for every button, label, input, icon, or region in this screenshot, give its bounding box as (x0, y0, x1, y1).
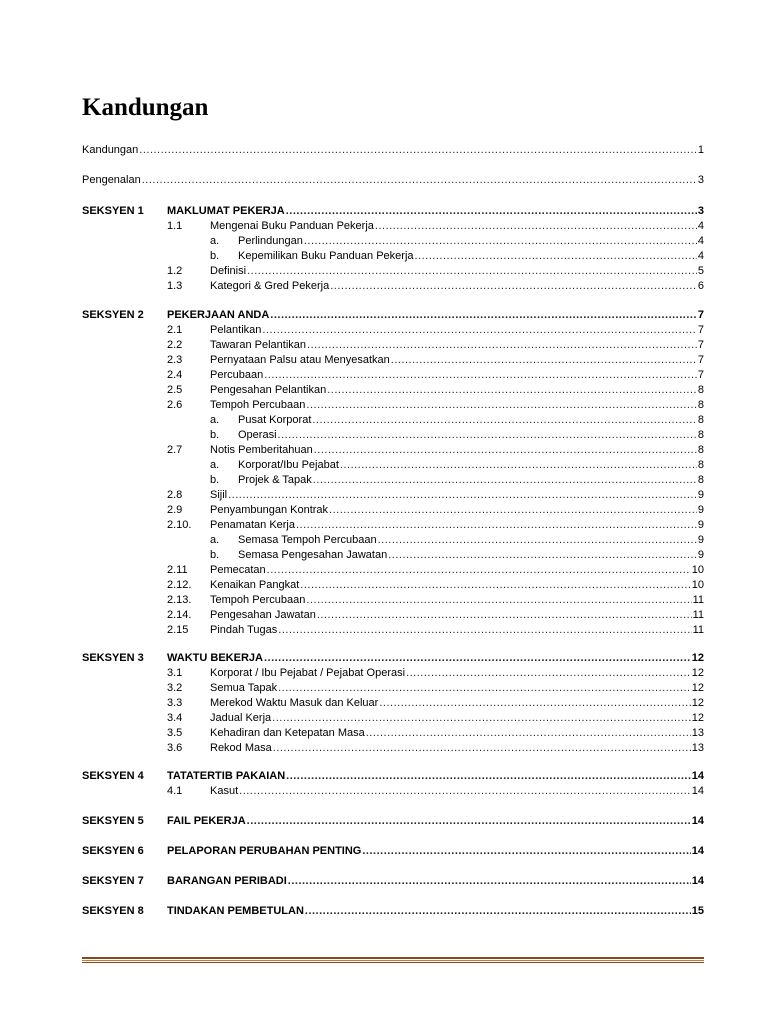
toc-entry[interactable] (82, 219, 704, 234)
footer-divider (82, 957, 704, 963)
toc-entry[interactable] (82, 548, 704, 563)
toc-entry-title: Kasut (210, 785, 239, 797)
toc-entry-number: a. (210, 235, 220, 247)
toc-entry-title: Pelantikan (210, 324, 262, 336)
dot-leader (388, 548, 697, 563)
toc-entry-number: 3.5 (167, 727, 183, 739)
toc-page-number: 7 (697, 309, 704, 321)
dot-leader (306, 593, 691, 608)
toc-page-number: 4 (697, 250, 704, 262)
toc-page-number: 12 (691, 682, 704, 694)
toc-page-number: 9 (697, 519, 704, 531)
toc-entry-title: Tawaran Pelantikan (210, 339, 307, 351)
toc-entry-title: Penamatan Kerja (210, 519, 295, 531)
toc-entry-number: 2.9 (167, 504, 183, 516)
toc-page-number: 8 (697, 414, 704, 426)
toc-page-number: 14 (691, 785, 704, 797)
toc-entry-number: b. (210, 429, 220, 441)
toc-entry-number: 2.14. (167, 609, 192, 621)
dot-leader (278, 428, 697, 443)
toc-entry[interactable] (82, 308, 704, 323)
toc-entry-number: a. (210, 459, 220, 471)
dot-leader (391, 353, 697, 368)
toc-entry[interactable] (82, 443, 704, 458)
toc-entry-number: 2.4 (167, 369, 183, 381)
toc-entry-title: Kenaikan Pangkat (210, 579, 300, 591)
toc-page-number: 10 (691, 579, 704, 591)
toc-entry[interactable] (82, 413, 704, 428)
toc-page-number: 14 (691, 845, 704, 857)
dot-leader (312, 413, 697, 428)
toc-page-number: 3 (697, 174, 704, 186)
toc-page-number: 8 (697, 399, 704, 411)
toc-entry[interactable] (82, 651, 704, 666)
toc-entry-title: WAKTU BEKERJA (167, 652, 263, 664)
toc-section-label: SEKSYEN 3 (82, 652, 144, 664)
toc-page-number: 8 (697, 384, 704, 396)
dot-leader (272, 711, 691, 726)
toc-entry-title: Korporat / Ibu Pejabat / Pejabat Operasi (210, 667, 406, 679)
toc-entry[interactable] (82, 279, 704, 294)
toc-entry-number: 3.6 (167, 742, 183, 754)
toc-entry[interactable] (82, 563, 704, 578)
dot-leader (366, 726, 691, 741)
toc-page-number: 8 (697, 459, 704, 471)
toc-entry-title: Projek & Tapak (238, 474, 312, 486)
dot-leader (314, 443, 697, 458)
toc-page-number: 7 (697, 324, 704, 336)
toc-page-number: 1 (697, 144, 704, 156)
toc-entry-title: Korporat/Ibu Pejabat (238, 459, 339, 471)
toc-entry-number: 2.3 (167, 354, 183, 366)
dot-leader (330, 279, 697, 294)
toc-entry-number: 1.2 (167, 265, 183, 277)
toc-entry-title: BARANGAN PERIBADI (167, 875, 287, 887)
dot-leader (278, 681, 691, 696)
dot-leader (375, 219, 697, 234)
toc-entry-number: 2.11 (167, 564, 188, 576)
dot-leader (247, 814, 691, 829)
page-title: Kandungan (82, 94, 209, 121)
toc-entry-title: Tempoh Percubaan (210, 594, 306, 606)
toc-entry[interactable] (82, 874, 704, 889)
toc-entry-title: Kandungan (82, 144, 139, 156)
toc-entry-number: 2.13. (167, 594, 192, 606)
toc-page-number: 12 (691, 712, 704, 724)
toc-page-number: 9 (697, 549, 704, 561)
toc-entry[interactable] (82, 726, 704, 741)
dot-leader (247, 264, 697, 279)
dot-leader (362, 844, 690, 859)
dot-leader (286, 769, 691, 784)
toc-entry-number: 1.1 (167, 220, 183, 232)
dot-leader (379, 696, 690, 711)
dot-leader (300, 578, 690, 593)
dot-leader (296, 518, 697, 533)
toc-entry[interactable] (82, 143, 704, 158)
dot-leader (278, 623, 691, 638)
toc-entry-title: Semasa Pengesahan Jawatan (238, 549, 388, 561)
toc-entry-number: b. (210, 549, 220, 561)
toc-entry-title: Perlindungan (238, 235, 303, 247)
toc-entry-number: 3.2 (167, 682, 183, 694)
toc-entry-title: Operasi (238, 429, 277, 441)
toc-entry-number: 3.1 (167, 667, 183, 679)
toc-entry-title: MAKLUMAT PEKERJA (167, 205, 285, 217)
dot-leader (288, 874, 691, 889)
toc-entry[interactable] (82, 814, 704, 829)
dot-leader (270, 308, 697, 323)
toc-entry[interactable] (82, 383, 704, 398)
dot-leader (317, 608, 692, 623)
toc-entry[interactable] (82, 904, 704, 919)
toc-entry-title: Rekod Masa (210, 742, 272, 754)
toc-entry[interactable] (82, 696, 704, 711)
toc-entry-title: Pusat Korporat (238, 414, 312, 426)
toc-entry-number: 2.5 (167, 384, 183, 396)
dot-leader (415, 249, 697, 264)
toc-page-number: 15 (691, 905, 704, 917)
toc-entry-title: Pengesahan Jawatan (210, 609, 316, 621)
toc-entry-title: Merekod Waktu Masuk dan Keluar (210, 697, 379, 709)
toc-page-number: 8 (697, 444, 704, 456)
toc-entry-number: a. (210, 534, 220, 546)
toc-section-label: SEKSYEN 6 (82, 845, 144, 857)
toc-entry[interactable] (82, 503, 704, 518)
toc-entry-title: Pindah Tugas (210, 624, 278, 636)
toc-section-label: SEKSYEN 8 (82, 905, 144, 917)
toc-entry[interactable] (82, 204, 704, 219)
dot-leader (239, 784, 691, 799)
toc-entry-title: Pengesahan Pelantikan (210, 384, 327, 396)
toc-page-number: 7 (697, 354, 704, 366)
toc-page-number: 9 (697, 489, 704, 501)
dot-leader (286, 204, 697, 219)
toc-entry[interactable] (82, 608, 704, 623)
toc-page-number: 8 (697, 474, 704, 486)
toc-page-number: 14 (691, 875, 704, 887)
dot-leader (340, 458, 697, 473)
toc-entry-title: TATATERTIB PAKAIAN (167, 770, 286, 782)
dot-leader (142, 173, 697, 188)
toc-entry[interactable] (82, 533, 704, 548)
toc-entry[interactable] (82, 666, 704, 681)
toc-entry-title: PEKERJAAN ANDA (167, 309, 270, 321)
toc-entry-number: 2.12. (167, 579, 192, 591)
dot-leader (304, 234, 697, 249)
toc-entry[interactable] (82, 741, 704, 756)
toc-entry[interactable] (82, 264, 704, 279)
toc-page-number: 8 (697, 429, 704, 441)
toc-entry[interactable] (82, 623, 704, 638)
toc-entry[interactable] (82, 173, 704, 188)
toc-entry[interactable] (82, 428, 704, 443)
toc-entry-number: 3.3 (167, 697, 183, 709)
toc-entry-title: Sijil (210, 489, 228, 501)
toc-page-number: 12 (691, 667, 704, 679)
toc-entry[interactable] (82, 398, 704, 413)
toc-entry-number: 2.8 (167, 489, 183, 501)
toc-entry[interactable] (82, 458, 704, 473)
toc-page-number: 6 (697, 280, 704, 292)
toc-entry-title: Kategori & Gred Pekerja (210, 280, 330, 292)
toc-entry-number: b. (210, 250, 220, 262)
toc-entry-title: Jadual Kerja (210, 712, 272, 724)
toc-entry-title: Pengenalan (82, 174, 141, 186)
toc-entry[interactable] (82, 593, 704, 608)
toc-entry-number: 2.2 (167, 339, 183, 351)
toc-entry-title: TINDAKAN PEMBETULAN (167, 905, 304, 917)
dot-leader (329, 503, 697, 518)
dot-leader (406, 666, 691, 681)
toc-entry-number: 3.4 (167, 712, 183, 724)
toc-entry-title: Pemecatan (210, 564, 266, 576)
dot-leader (273, 741, 691, 756)
toc-entry[interactable] (82, 518, 704, 533)
toc-entry-number: 2.10. (167, 519, 192, 531)
toc-entry[interactable] (82, 844, 704, 859)
toc-entry[interactable] (82, 578, 704, 593)
toc-page-number: 14 (691, 815, 704, 827)
toc-entry-title: FAIL PEKERJA (167, 815, 246, 827)
toc-page-number: 9 (697, 504, 704, 516)
toc-entry[interactable] (82, 353, 704, 368)
toc-page-number: 5 (697, 265, 704, 277)
toc-section-label: SEKSYEN 5 (82, 815, 144, 827)
dot-leader (378, 533, 697, 548)
toc-page-number: 11 (692, 624, 704, 636)
toc-page-number: 14 (691, 770, 704, 782)
toc-section-label: SEKSYEN 1 (82, 205, 144, 217)
toc-entry[interactable] (82, 681, 704, 696)
toc-entry-title: Semua Tapak (210, 682, 278, 694)
toc-page-number: 3 (697, 205, 704, 217)
toc-section-label: SEKSYEN 7 (82, 875, 144, 887)
toc-entry[interactable] (82, 368, 704, 383)
toc-page-number: 4 (697, 220, 704, 232)
toc-entry-number: a. (210, 414, 220, 426)
toc-entry[interactable] (82, 473, 704, 488)
toc-page-number: 9 (697, 534, 704, 546)
toc-section-label: SEKSYEN 2 (82, 309, 144, 321)
dot-leader (313, 473, 697, 488)
dot-leader (305, 904, 691, 919)
toc-page-number: 10 (691, 564, 704, 576)
dot-leader (306, 398, 696, 413)
toc-page-number: 7 (697, 369, 704, 381)
toc-entry-number: 2.15 (167, 624, 189, 636)
toc-entry-title: Tempoh Percubaan (210, 399, 306, 411)
dot-leader (262, 323, 697, 338)
dot-leader (307, 338, 697, 353)
dot-leader (264, 368, 697, 383)
toc-entry-title: Penyambungan Kontrak (210, 504, 329, 516)
toc-entry-number: 2.1 (167, 324, 183, 336)
toc-page-number: 11 (692, 594, 704, 606)
toc-entry[interactable] (82, 323, 704, 338)
toc-entry-title: PELAPORAN PERUBAHAN PENTING (167, 845, 362, 857)
dot-leader (228, 488, 697, 503)
toc-entry-title: Pernyataan Palsu atau Menyesatkan (210, 354, 390, 366)
toc-entry-title: Notis Pemberitahuan (210, 444, 313, 456)
toc-entry[interactable] (82, 488, 704, 503)
toc-entry-title: Percubaan (210, 369, 264, 381)
toc-page-number: 12 (691, 652, 704, 664)
toc-entry-number: b. (210, 474, 220, 486)
dot-leader (267, 563, 691, 578)
toc-page-number: 7 (697, 339, 704, 351)
toc-entry[interactable] (82, 784, 704, 799)
toc-entry-title: Definisi (210, 265, 247, 277)
toc-entry-title: Kehadiran dan Ketepatan Masa (210, 727, 365, 739)
toc-entry-title: Mengenai Buku Panduan Pekerja (210, 220, 374, 232)
dot-leader (139, 143, 697, 158)
toc-entry[interactable] (82, 711, 704, 726)
toc-page-number: 12 (691, 697, 704, 709)
dot-leader (264, 651, 691, 666)
toc-entry[interactable] (82, 769, 704, 784)
toc-entry[interactable] (82, 338, 704, 353)
toc-entry[interactable] (82, 249, 704, 264)
toc-entry-number: 1.3 (167, 280, 183, 292)
toc-page-number: 4 (697, 235, 704, 247)
toc-entry-number: 2.7 (167, 444, 183, 456)
toc-page-number: 11 (692, 609, 704, 621)
toc-entry-title: Kepemilikan Buku Panduan Pekerja (238, 250, 414, 262)
toc-page-number: 13 (691, 727, 704, 739)
toc-section-label: SEKSYEN 4 (82, 770, 144, 782)
toc-entry-number: 2.6 (167, 399, 183, 411)
toc-page-number: 13 (691, 742, 704, 754)
toc-entry-number: 4.1 (167, 785, 183, 797)
toc-entry[interactable] (82, 234, 704, 249)
toc-entry-title: Semasa Tempoh Percubaan (238, 534, 377, 546)
dot-leader (327, 383, 697, 398)
